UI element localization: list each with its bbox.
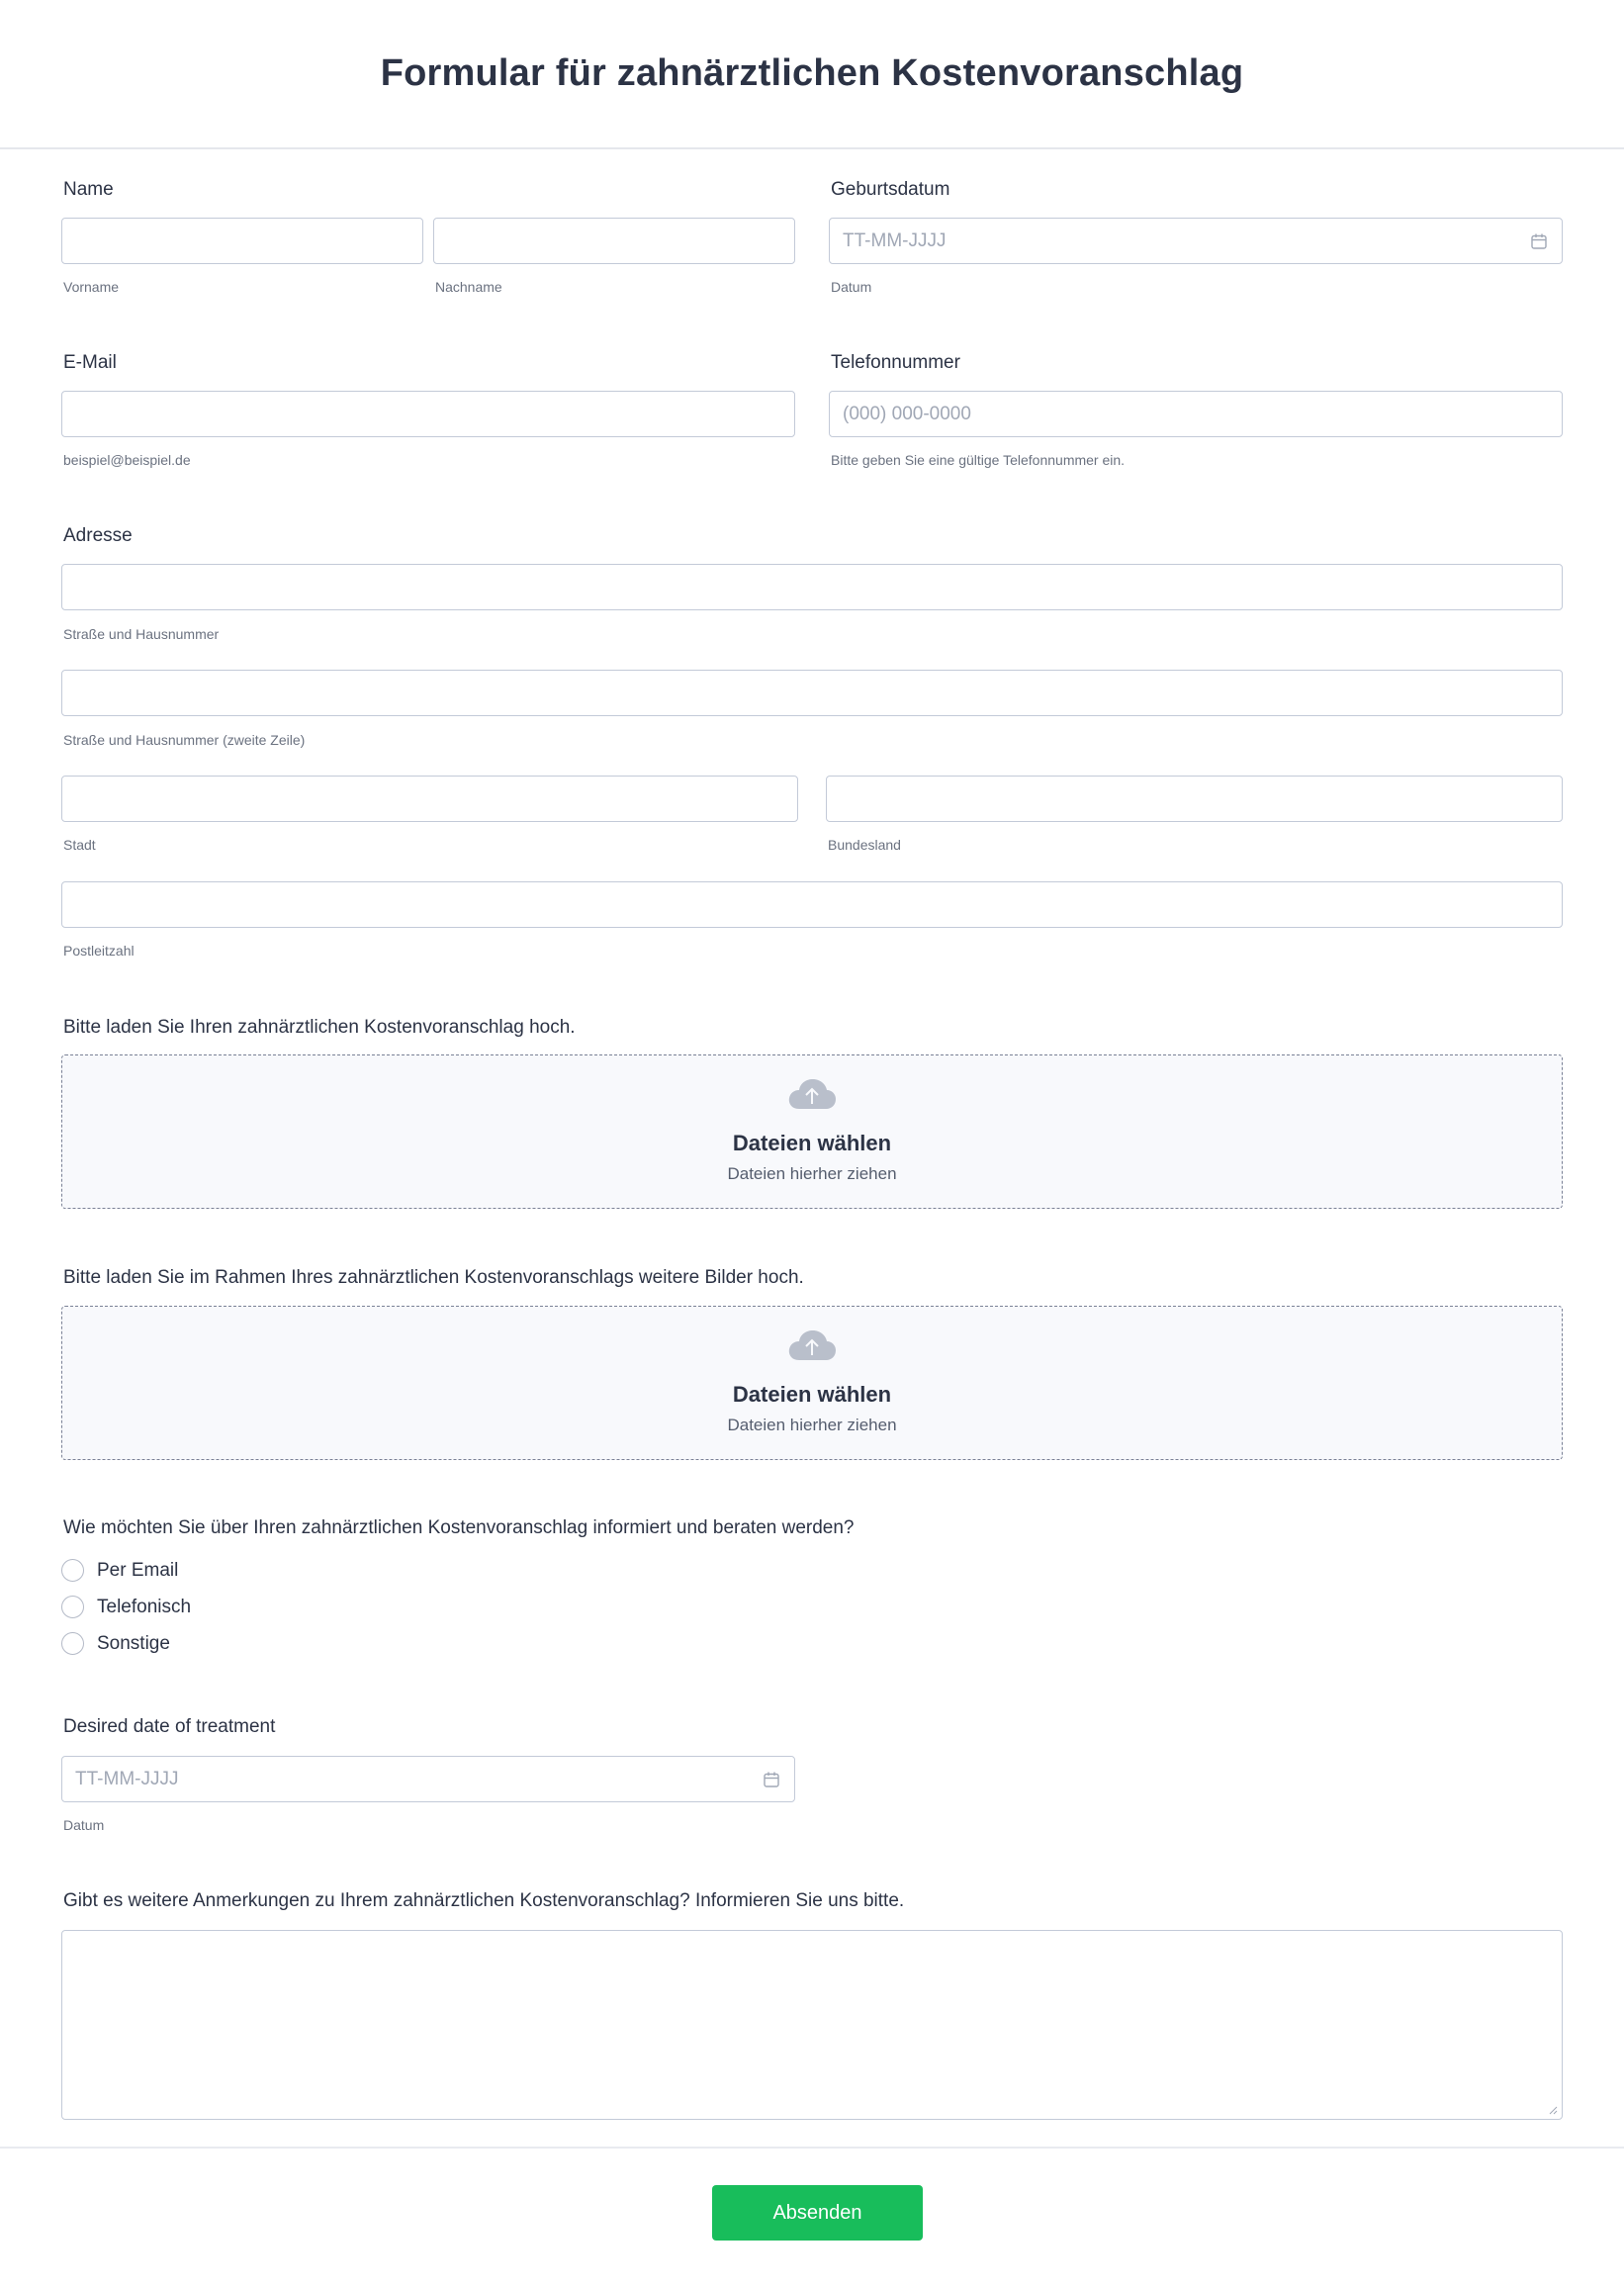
upload-estimate-dropzone[interactable]: [61, 1054, 1563, 1209]
comments-textarea[interactable]: [61, 1930, 1563, 2120]
address-label: Adresse: [63, 525, 133, 546]
submit-button[interactable]: Absenden: [712, 2185, 923, 2241]
street2-input[interactable]: [61, 670, 1563, 716]
birthdate-input[interactable]: [829, 218, 1563, 264]
cloud-upload-icon: [787, 1328, 837, 1362]
birthdate-sublabel: Datum: [831, 279, 872, 295]
resize-handle-icon[interactable]: [1548, 2105, 1558, 2115]
upload-estimate-label: Bitte laden Sie Ihren zahnärztlichen Kostenvoranschlag hoch.: [63, 1017, 576, 1038]
state-sublabel: Bundesland: [828, 837, 901, 853]
radio-label-telefonisch[interactable]: Telefonisch: [97, 1597, 192, 1617]
city-sublabel: Stadt: [63, 837, 96, 853]
zip-input[interactable]: [61, 881, 1563, 928]
phone-input[interactable]: [829, 391, 1563, 437]
form-title: Formular für zahnärztlichen Kostenvoranschlag: [380, 52, 1244, 94]
calendar-icon[interactable]: [763, 1771, 780, 1788]
email-label: E-Mail: [63, 352, 117, 373]
name-label: Name: [63, 179, 114, 200]
treatment-date-input[interactable]: [61, 1756, 795, 1802]
street2-sublabel: Straße und Hausnummer (zweite Zeile): [63, 732, 306, 748]
radio-per-email[interactable]: [61, 1559, 84, 1582]
upload-estimate-button[interactable]: Dateien wählen: [732, 1131, 892, 1155]
phone-label: Telefonnummer: [831, 352, 960, 373]
last-name-sublabel: Nachname: [435, 279, 502, 295]
treatment-date-placeholder: TT-MM-JJJJ: [75, 1768, 179, 1789]
radio-label-sonstige[interactable]: Sonstige: [97, 1633, 170, 1654]
radio-label-per-email[interactable]: Per Email: [97, 1560, 179, 1581]
contact-method-label: Wie möchten Sie über Ihren zahnärztlichen Kostenvoranschlag informiert und beraten werden?: [63, 1517, 855, 1538]
upload-estimate-hint: Dateien hierher ziehen: [727, 1164, 897, 1183]
radio-telefonisch[interactable]: [61, 1596, 84, 1618]
street-input[interactable]: [61, 564, 1563, 610]
upload-images-dropzone[interactable]: [61, 1306, 1563, 1460]
comments-label: Gibt es weitere Anmerkungen zu Ihrem zahnärztlichen Kostenvoranschlag? Informieren Sie uns bitte.: [63, 1890, 905, 1911]
email-sublabel: beispiel@beispiel.de: [63, 452, 191, 468]
upload-images-hint: Dateien hierher ziehen: [727, 1416, 897, 1434]
radio-sonstige[interactable]: [61, 1632, 84, 1655]
calendar-icon[interactable]: [1530, 232, 1548, 250]
upload-images-label: Bitte laden Sie im Rahmen Ihres zahnärztlichen Kostenvoranschlags weitere Bilder hoch.: [63, 1267, 804, 1288]
upload-images-button[interactable]: Dateien wählen: [732, 1382, 892, 1407]
first-name-sublabel: Vorname: [63, 279, 120, 295]
form-header: [0, 0, 1624, 149]
birthdate-label: Geburtsdatum: [831, 179, 950, 200]
cloud-upload-icon: [787, 1077, 837, 1111]
street-sublabel: Straße und Hausnummer: [63, 626, 220, 642]
footer-divider: [0, 2147, 1624, 2149]
zip-sublabel: Postleitzahl: [63, 943, 135, 959]
phone-sublabel: Bitte geben Sie eine gültige Telefonnummer ein.: [831, 452, 1126, 468]
last-name-input[interactable]: [433, 218, 795, 264]
state-input[interactable]: [826, 776, 1563, 822]
phone-placeholder: (000) 000-0000: [843, 403, 971, 424]
email-input[interactable]: [61, 391, 795, 437]
birthdate-placeholder: TT-MM-JJJJ: [843, 229, 947, 251]
first-name-input[interactable]: [61, 218, 423, 264]
treatment-date-sublabel: Datum: [63, 1817, 105, 1833]
city-input[interactable]: [61, 776, 798, 822]
treatment-date-label: Desired date of treatment: [63, 1716, 276, 1737]
